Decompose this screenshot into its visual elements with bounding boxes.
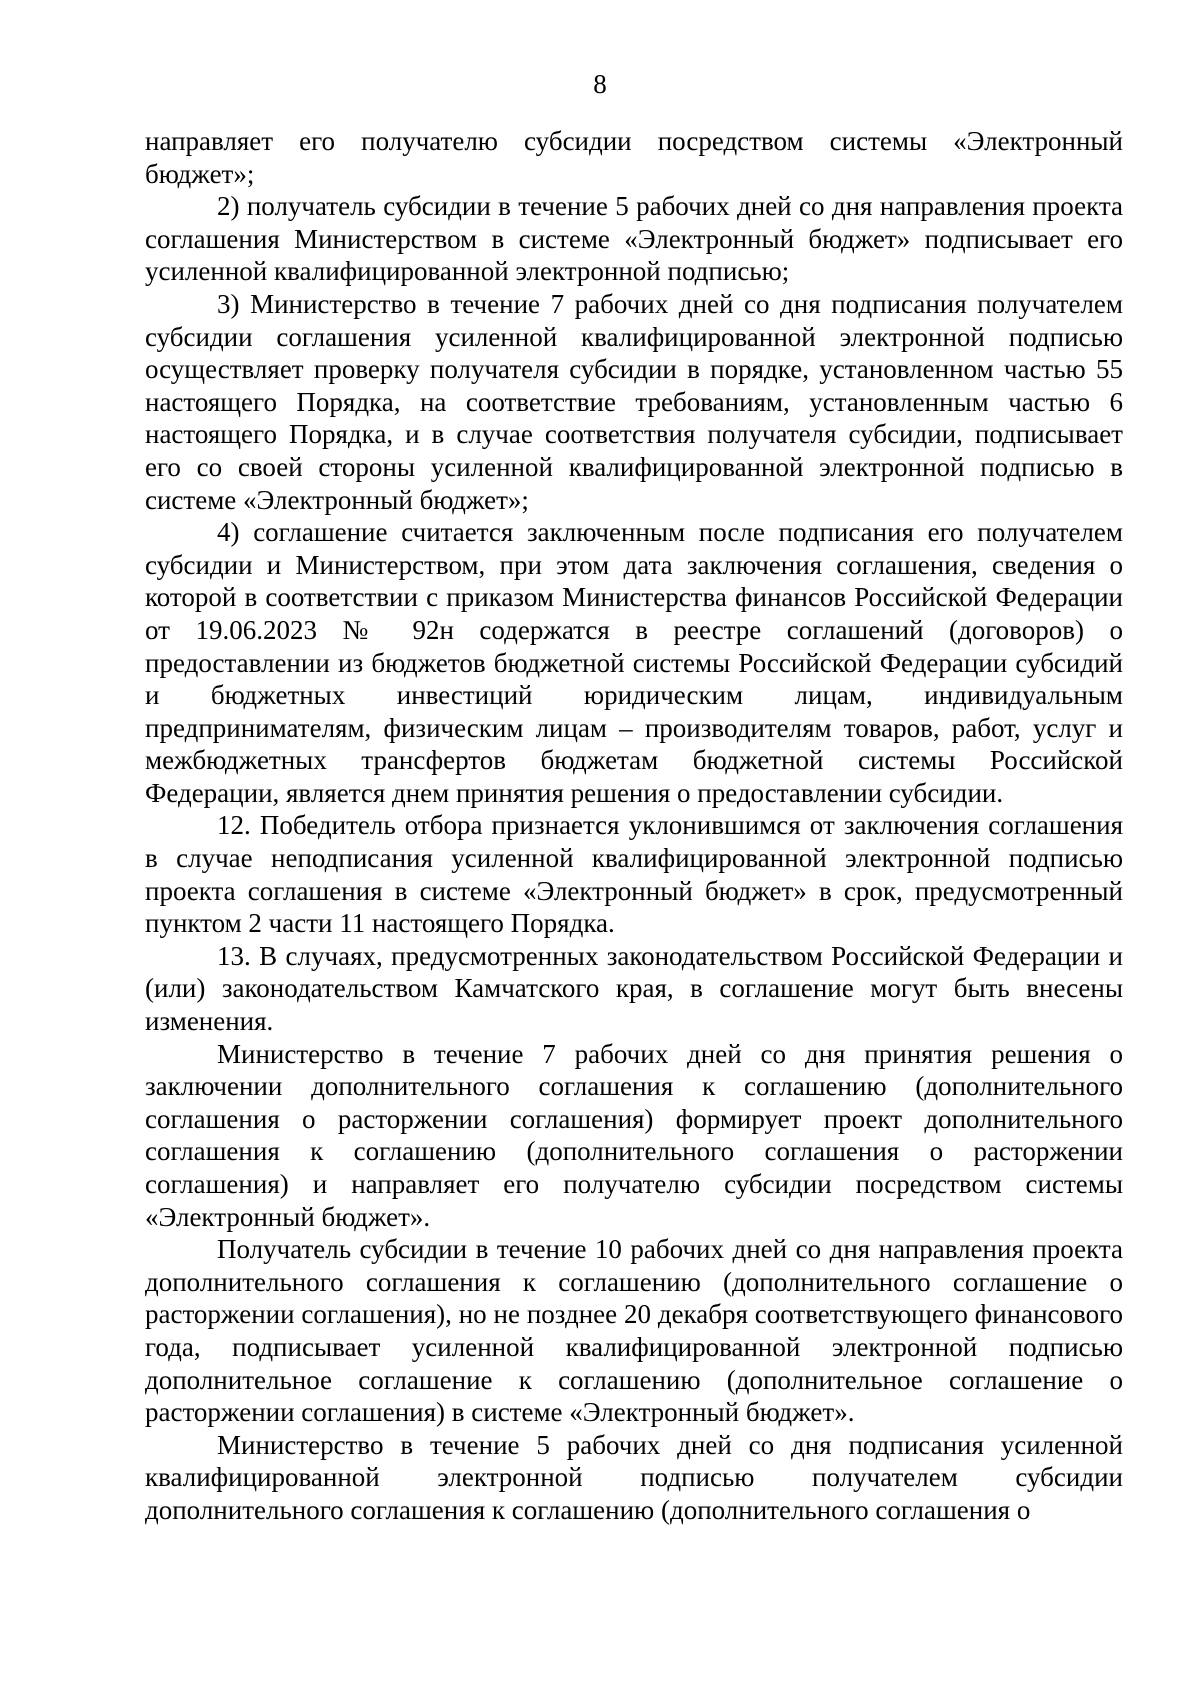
paragraph-ministry-draft: Министерство в течение 7 рабочих дней со дня принятия решения о заключении дополнительного соглашения к соглашению (дополнительного соглашения о расторжении соглашения) формирует проект дополнительного соглашения к соглашению (дополнительного соглашения о расторжении соглашения) и направляет его получателю субсидии посредством системы «Электронный бюджет». [145,1038,1123,1232]
paragraph-recipient-signing: Получатель субсидии в течение 10 рабочих дней со дня направления проекта дополнительного соглашения к соглашению (дополнительного соглашение о расторжении соглашения), но не позднее 20 декабря соответствующего финансового года, подписывает усиленной квалифицированной электронной подписью дополнительное соглашение к соглашению (дополнительное соглашение о расторжении соглашения) в системе «Электронный бюджет». [145,1234,1123,1428]
paragraph-item-4: 4) соглашение считается заключенным после подписания его получателем субсидии и Министерством, при этом дата заключения соглашения, сведения о которой в соответствии с приказом Министерства финансов Российской Федерации от 19.06.2023 № 92н содержатся в реестре соглашений (договоров) о предоставлении из бюджетов бюджетной системы Российской Федерации субсидий и бюджетных инвестиций юридическим лицам, индивидуальным предпринимателям, физическим лицам – производителям товаров, работ, услуг и межбюджетных трансфертов бюджетам бюджетной системы Российской Федерации, является днем принятия решения о предоставлении субсидии. [145,517,1123,808]
page-number: 8 [593,69,607,99]
paragraph-item-3: 3) Министерство в течение 7 рабочих дней со дня подписания получателем субсидии соглашения усиленной квалифицированной электронной подписью осуществляет проверку получателя субсидии в порядке, установленном частью 55 настоящего Порядка, на соответствие требованиям, установленным частью 6 настоящего Порядка, и в случае соответствия получателя субсидии, подписывает его со своей стороны усиленной квалифицированной электронной подписью в системе «Электронный бюджет»; [145,288,1123,515]
paragraph-ministry-signing: Министерство в течение 5 рабочих дней со дня подписания усиленной квалифицированной электронной подписью получателем субсидии дополнительного соглашения к соглашению (дополнительного соглашения о [145,1429,1123,1525]
paragraph-continuation: направляет его получателю субсидии посредством системы «Электронный бюджет»; [145,126,1123,189]
document-body [145,125,1123,1527]
paragraph-section-13: 13. В случаях, предусмотренных законодательством Российской Федерации и (или) законодательством Камчатского края, в соглашение могут быть внесены изменения. [145,940,1123,1037]
paragraph-section-12: 12. Победитель отбора признается уклонившимся от заключения соглашения в случае неподписания усиленной квалифицированной электронной подписью проекта соглашения в системе «Электронный бюджет» в срок, предусмотренный пунктом 2 части 11 настоящего Порядка. [145,810,1123,939]
paragraph-item-2: 2) получатель субсидии в течение 5 рабочих дней со дня направления проекта соглашения Министерством в системе «Электронный бюджет» подписывает его усиленной квалифицированной электронной подписью; [145,191,1123,287]
